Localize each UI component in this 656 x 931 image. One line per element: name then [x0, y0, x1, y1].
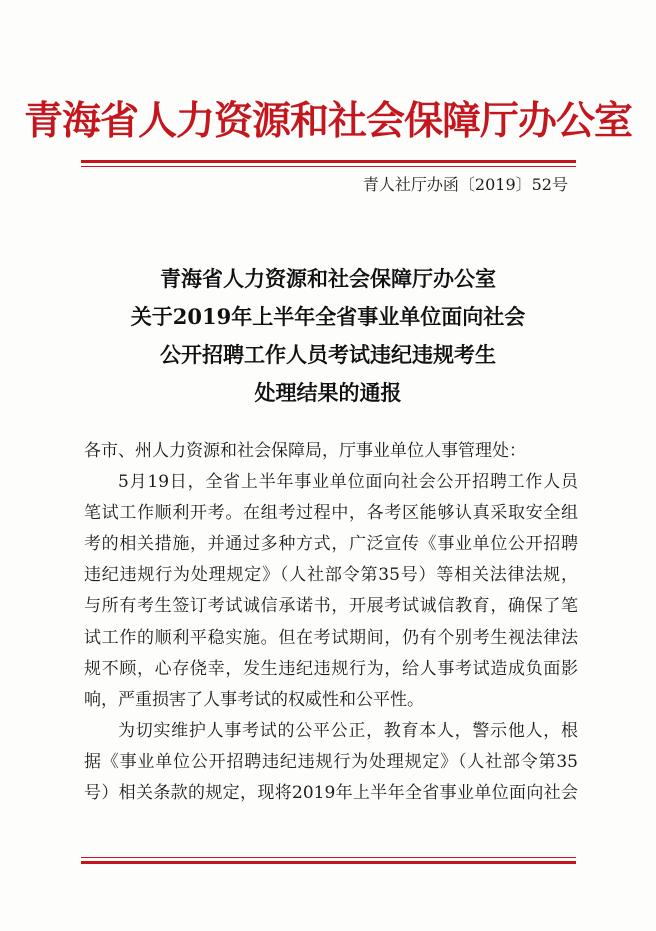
paragraph-1-line: 违纪违规行为处理规定》（人社部令第35号）等相关法律法规，: [84, 565, 578, 586]
paragraph-1-line: 响，严重损害了人事考试的权威性和公平性。: [84, 689, 424, 710]
paragraph-1-line: 规不顾，心存侥幸，发生违纪违规行为，给人事考试造成负面影: [84, 658, 578, 679]
paragraph-1-line: 考的相关措施，并通过多种方式，广泛宣传《事业单位公开招聘: [84, 534, 578, 555]
letterhead-red-rule-thick: [81, 160, 576, 163]
title-line: 公开招聘工作人员考试违纪违规考生: [160, 342, 496, 367]
paragraph-1-line: 试工作的顺利平稳实施。但在考试期间，仍有个别考生视法律法: [84, 627, 578, 648]
document-number: 青人社厅办函〔2019〕52号: [362, 175, 568, 194]
letterhead-red-rule-thin: [81, 166, 576, 167]
paragraph-1-line: 5月19日，全省上半年事业单位面向社会公开招聘工作人员: [118, 472, 578, 493]
salutation: 各市、州人力资源和社会保障局，厅事业单位人事管理处：: [84, 441, 526, 461]
document-body: [84, 436, 578, 809]
paragraph-2-line: 号）相关条款的规定，现将2019年上半年全省事业单位面向社会: [84, 783, 578, 804]
footer-red-rule-thin: [81, 857, 576, 858]
title-line: 处理结果的通报: [254, 380, 402, 405]
title-line: 关于2019年上半年全省事业单位面向社会: [130, 304, 526, 329]
paragraph-2-line: 据《事业单位公开招聘违纪违规行为处理规定》（人社部令第35: [84, 751, 578, 772]
footer-red-rule-thick: [81, 861, 576, 864]
paragraph-1-line: 笔试工作顺利开考。在组考过程中，各考区能够认真采取安全组: [84, 503, 578, 524]
letterhead-title: 青海省人力资源和社会保障厅办公室: [23, 98, 632, 144]
paragraph-2-line: 为切实维护人事考试的公平公正，教育本人，警示他人，根: [118, 720, 578, 741]
paragraph-1-line: 与所有考生签订考试诚信承诺书，开展考试诚信教育，确保了笔: [84, 596, 578, 617]
title-line: 青海省人力资源和社会保障厅办公室: [160, 266, 496, 291]
document-title: [0, 260, 656, 412]
